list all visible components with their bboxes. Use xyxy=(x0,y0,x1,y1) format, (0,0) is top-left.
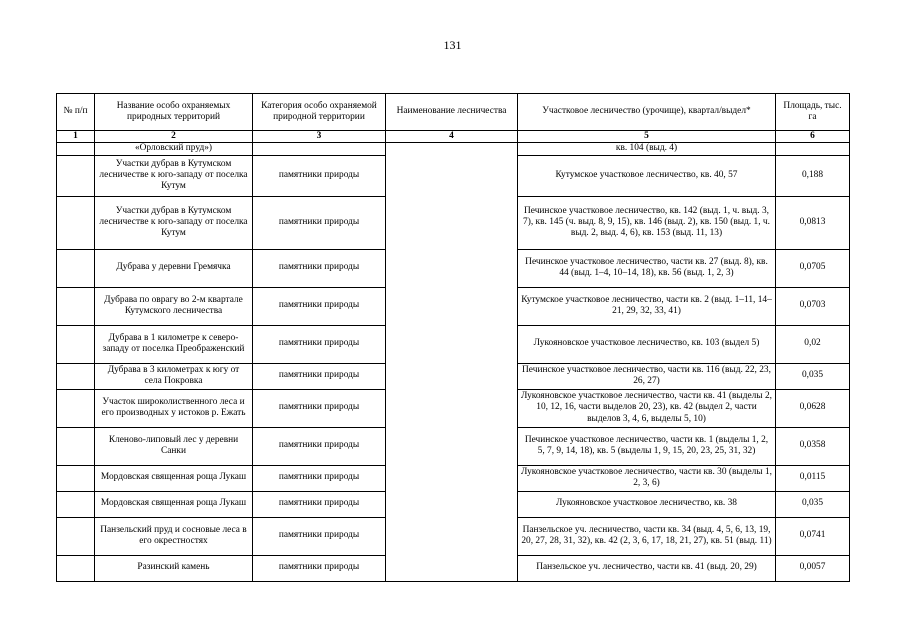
cell-area: 0,0813 xyxy=(776,196,850,249)
header-area: Площадь, тыс. га xyxy=(776,94,850,131)
cell-name: Дубрава у деревни Гремячка xyxy=(95,249,253,287)
cell-location: Лукояновское участковое лесничество, части кв. 41 (выделы 2, 10, 12, 16, части выделов 20, 23), кв. 42 (выдел 2, части выделов 3, 4, 6, выделы 5, 10) xyxy=(518,389,776,427)
cell-area: 0,0115 xyxy=(776,465,850,491)
column-number: 4 xyxy=(386,131,518,143)
cell-category: памятники природы xyxy=(253,427,386,465)
cell-area: 0,0057 xyxy=(776,555,850,581)
cell-number xyxy=(57,155,95,196)
header-category: Категория особо охраняемой природной территории xyxy=(253,94,386,131)
cell-number xyxy=(57,491,95,517)
cell-category: памятники природы xyxy=(253,555,386,581)
column-number: 3 xyxy=(253,131,386,143)
header-number: № п/п xyxy=(57,94,95,131)
page-number: 131 xyxy=(443,38,462,52)
cell-location: Панзельское уч. лесничество, части кв. 41 (выд. 20, 29) xyxy=(518,555,776,581)
cell-category: памятники природы xyxy=(253,196,386,249)
header-location: Участковое лесничество (урочище), квартал/выдел* xyxy=(518,94,776,131)
cell-location: Панзельское уч. лесничество, части кв. 34 (выд. 4, 5, 6, 13, 19, 20, 27, 28, 31, 32), кв. 42 (2, 3, 6, 17, 18, 21, 27), кв. 51 (выд. 11) xyxy=(518,517,776,555)
cell-area: 0,0628 xyxy=(776,389,850,427)
cell-number xyxy=(57,555,95,581)
cell-number xyxy=(57,389,95,427)
cell-category: памятники природы xyxy=(253,491,386,517)
cell-area: 0,02 xyxy=(776,325,850,363)
cell-number xyxy=(57,249,95,287)
cell-category: памятники природы xyxy=(253,287,386,325)
cell-number xyxy=(57,517,95,555)
cell-location: Лукояновское участковое лесничество, части кв. 30 (выделы 1, 2, 3, 6) xyxy=(518,465,776,491)
continuation-row xyxy=(57,143,850,155)
cell-category: памятники природы xyxy=(253,325,386,363)
cell-area: 0,035 xyxy=(776,363,850,389)
cell-category xyxy=(253,143,386,155)
cell-number xyxy=(57,287,95,325)
cell-name: Дубрава в 3 километрах к югу от села Покровка xyxy=(95,363,253,389)
cell-location: Лукояновское участковое лесничество, кв. 38 xyxy=(518,491,776,517)
cell-number xyxy=(57,143,95,155)
cell-number xyxy=(57,325,95,363)
cell-forestry xyxy=(386,143,518,581)
column-number: 6 xyxy=(776,131,850,143)
header-forestry: Наименование лесничества xyxy=(386,94,518,131)
cell-location: Печинское участковое лесничество, кв. 142 (выд. 1, ч. выд. 3, 7), кв. 145 (ч. выд. 8, 9, 15), кв. 146 (выд. 2), кв. 150 (выд. 1, ч. выд. 2, выд. 4, 6), кв. 153 (выд. 11, 13) xyxy=(518,196,776,249)
cell-number xyxy=(57,363,95,389)
cell-location: Печинское участковое лесничество, части кв. 116 (выд. 22, 23, 26, 27) xyxy=(518,363,776,389)
column-number-row xyxy=(57,131,850,143)
cell-category: памятники природы xyxy=(253,465,386,491)
cell-name: Дубрава по оврагу во 2-м квартале Кутумского лесничества xyxy=(95,287,253,325)
cell-name: Панзельский пруд и сосновые леса в его окрестностях xyxy=(95,517,253,555)
cell-category: памятники природы xyxy=(253,249,386,287)
column-number: 2 xyxy=(95,131,253,143)
header-row xyxy=(57,94,850,131)
column-number: 1 xyxy=(57,131,95,143)
cell-name: Участки дубрав в Кутумском лесничестве к юго-западу от поселка Кутум xyxy=(95,155,253,196)
cell-category: памятники природы xyxy=(253,389,386,427)
cell-name: Мордовская священная роща Лукаш xyxy=(95,465,253,491)
cell-number xyxy=(57,196,95,249)
cell-name: Мордовская священная роща Лукаш xyxy=(95,491,253,517)
cell-name: «Орловский пруд») xyxy=(95,143,253,155)
cell-location: Кутумское участковое лесничество, кв. 40, 57 xyxy=(518,155,776,196)
cell-category: памятники природы xyxy=(253,517,386,555)
cell-area: 0,0358 xyxy=(776,427,850,465)
cell-area: 0,0703 xyxy=(776,287,850,325)
cell-area xyxy=(776,143,850,155)
cell-number xyxy=(57,465,95,491)
cell-number xyxy=(57,427,95,465)
column-number: 5 xyxy=(518,131,776,143)
cell-location: Кутумское участковое лесничество, части кв. 2 (выд. 1–11, 14–21, 29, 32, 33, 41) xyxy=(518,287,776,325)
cell-area: 0,035 xyxy=(776,491,850,517)
cell-name: Дубрава в 1 километре к северо-западу от поселка Преображенский xyxy=(95,325,253,363)
header-name: Название особо охраняемых природных территорий xyxy=(95,94,253,131)
cell-location: Лукояновское участковое лесничество, кв. 103 (выдел 5) xyxy=(518,325,776,363)
cell-category: памятники природы xyxy=(253,363,386,389)
cell-name: Разинский камень xyxy=(95,555,253,581)
cell-location: Печинское участковое лесничество, части кв. 1 (выделы 1, 2, 5, 7, 9, 14, 18), кв. 5 (выделы 1, 9, 15, 20, 23, 25, 31, 32) xyxy=(518,427,776,465)
cell-location: кв. 104 (выд. 4) xyxy=(518,143,776,155)
cell-name: Участок широколиственного леса и его производных у истоков р. Ежать xyxy=(95,389,253,427)
cell-area: 0,0741 xyxy=(776,517,850,555)
cell-location: Печинское участковое лесничество, части кв. 27 (выд. 8), кв. 44 (выд. 1–4, 10–14, 18), кв. 56 (выд. 1, 2, 3) xyxy=(518,249,776,287)
cell-area: 0,188 xyxy=(776,155,850,196)
cell-name: Кленово-липовый лес у деревни Санки xyxy=(95,427,253,465)
cell-name: Участки дубрав в Кутумском лесничестве к юго-западу от поселка Кутум xyxy=(95,196,253,249)
cell-category: памятники природы xyxy=(253,155,386,196)
cell-area: 0,0705 xyxy=(776,249,850,287)
protected-areas-table xyxy=(56,93,850,582)
